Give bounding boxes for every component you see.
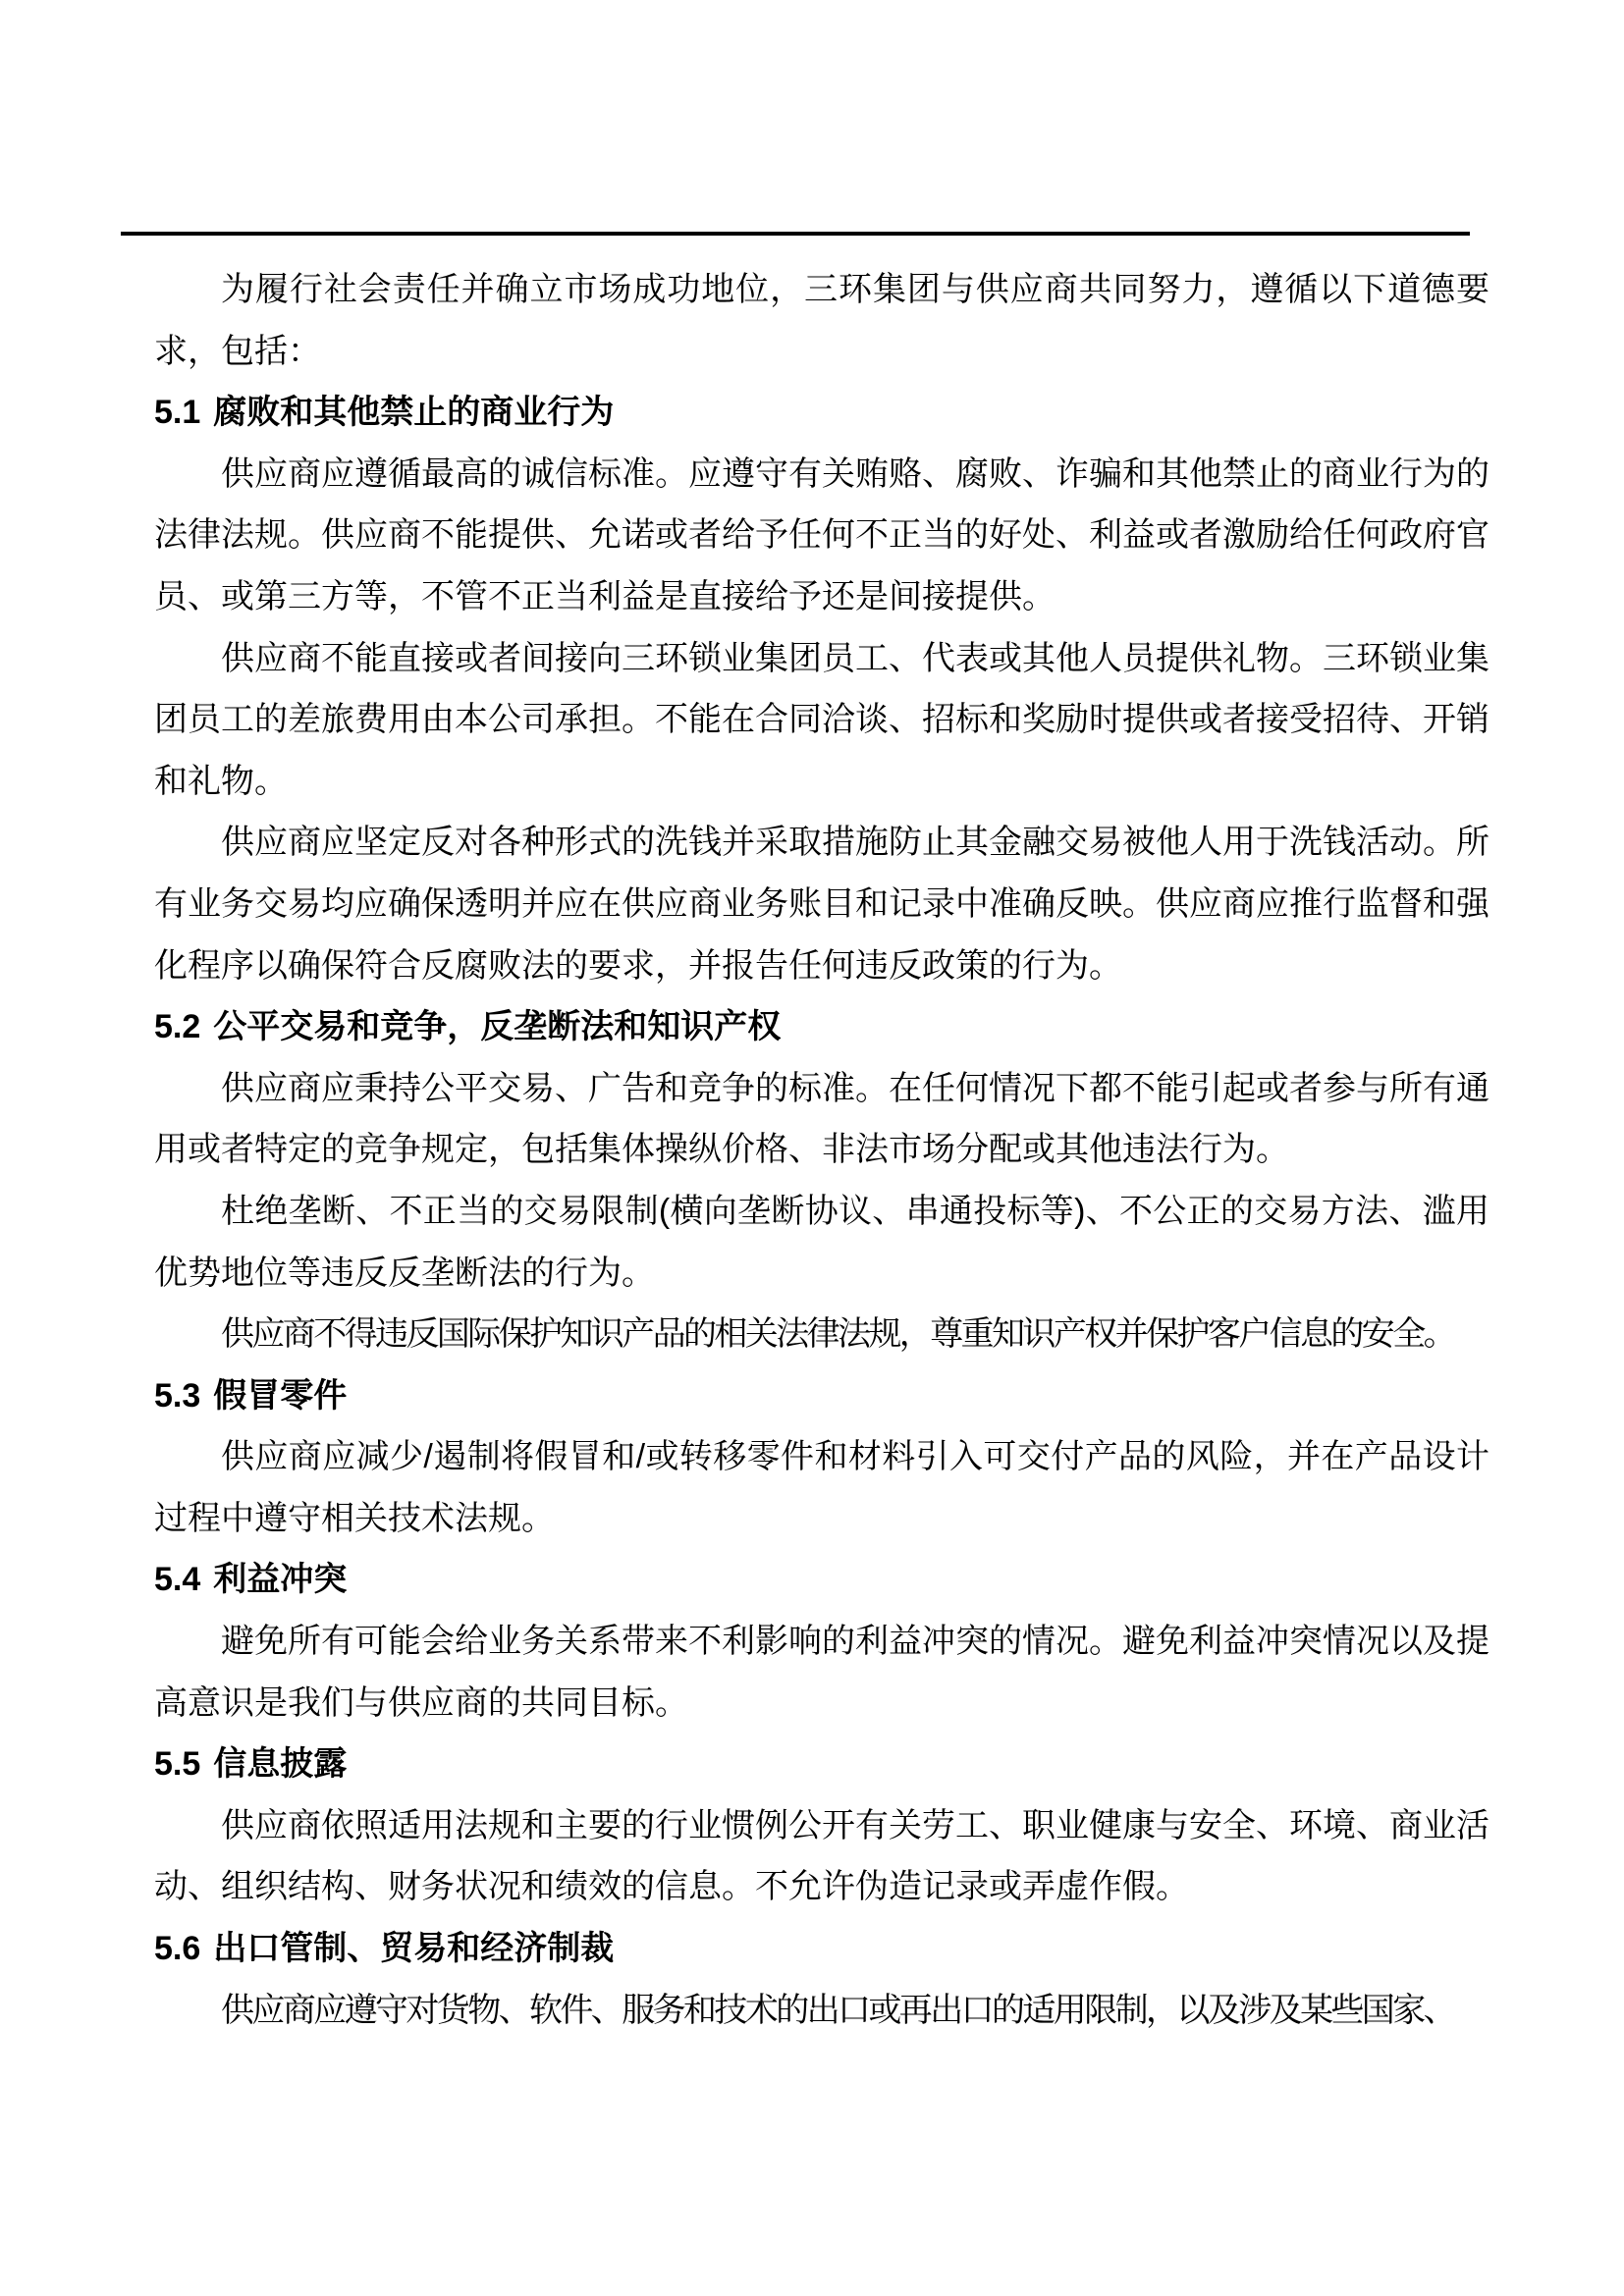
section-heading — [154, 382, 1489, 444]
document-section — [154, 1734, 1489, 1918]
intro-paragraph: 为履行社会责任并确立市场成功地位，三环集团与供应商共同努力，遵循以下道德要求，包括： — [154, 271, 1489, 370]
section-paragraph: 供应商应坚定反对各种形式的洗钱并采取措施防止其金融交易被他人用于洗钱活动。所有业务交易均应确保透明并应在供应商业务账目和记录中准确反映。供应商应推行监督和强化程序以确保符合反腐败法的要求，并报告任何违反政策的行为。 — [154, 824, 1489, 985]
section-title: 信息披露 — [213, 1745, 348, 1784]
document-section — [154, 996, 1489, 1365]
document-content — [154, 259, 1489, 2041]
document-section — [154, 1365, 1489, 1550]
section-heading — [154, 1365, 1489, 1427]
section-paragraph: 供应商不得违反国际保护知识产品的相关法律法规，尊重知识产权并保护客户信息的安全。 — [221, 1315, 1454, 1354]
section-paragraph: 供应商应减少/遏制将假冒和/或转移零件和材料引入可交付产品的风险，并在产品设计过程中遵守相关技术法规。 — [154, 1438, 1489, 1537]
section-title: 利益冲突 — [213, 1561, 348, 1599]
section-paragraph: 供应商不能直接或者间接向三环锁业集团员工、代表或其他人员提供礼物。三环锁业集团员工的差旅费用由本公司承担。不能在合同洽谈、招标和奖励时提供或者接受招待、开销和礼物。 — [154, 639, 1489, 800]
sections — [154, 382, 1489, 2041]
section-heading — [154, 1918, 1489, 1980]
section-number: 5.4 — [154, 1561, 201, 1599]
section-number: 5.5 — [154, 1745, 201, 1784]
document-section — [154, 1549, 1489, 1734]
section-paragraph: 供应商应遵循最高的诚信标准。应遵守有关贿赂、腐败、诈骗和其他禁止的商业行为的法律法规。供应商不能提供、允诺或者给予任何不正当的好处、利益或者激励给任何政府官员、或第三方等，不管不正当利益是直接给予还是间接提供。 — [154, 454, 1489, 615]
header-rule — [121, 232, 1470, 236]
section-paragraph: 杜绝垄断、不正当的交易限制(横向垄断协议、串通投标等)、不公正的交易方法、滥用优势地位等违反反垄断法的行为。 — [154, 1192, 1489, 1292]
section-title: 假冒零件 — [213, 1376, 348, 1415]
section-title: 出口管制、贸易和经济制裁 — [213, 1930, 615, 1968]
section-paragraph: 避免所有可能会给业务关系带来不利影响的利益冲突的情况。避免利益冲突情况以及提高意识是我们与供应商的共同目标。 — [154, 1623, 1489, 1722]
section-paragraph: 供应商应秉持公平交易、广告和竞争的标准。在任何情况下都不能引起或者参与所有通用或者特定的竞争规定，包括集体操纵价格、非法市场分配或其他违法行为。 — [154, 1069, 1489, 1169]
section-number: 5.3 — [154, 1376, 201, 1415]
document-section — [154, 382, 1489, 996]
section-number: 5.6 — [154, 1930, 201, 1968]
document-section — [154, 1918, 1489, 2041]
section-paragraph: 供应商应遵守对货物、软件、服务和技术的出口或再出口的适用限制，以及涉及某些国家、 — [221, 1991, 1454, 2029]
section-title: 公平交易和竞争，反垄断法和知识产权 — [213, 1008, 782, 1046]
section-heading — [154, 1734, 1489, 1795]
section-heading — [154, 996, 1489, 1058]
section-heading — [154, 1549, 1489, 1611]
section-paragraph: 供应商依照适用法规和主要的行业惯例公开有关劳工、职业健康与安全、环境、商业活动、组织结构、财务状况和绩效的信息。不允许伪造记录或弄虚作假。 — [154, 1806, 1489, 1906]
section-number: 5.1 — [154, 394, 201, 432]
section-number: 5.2 — [154, 1008, 201, 1046]
section-title: 腐败和其他禁止的商业行为 — [213, 394, 615, 432]
